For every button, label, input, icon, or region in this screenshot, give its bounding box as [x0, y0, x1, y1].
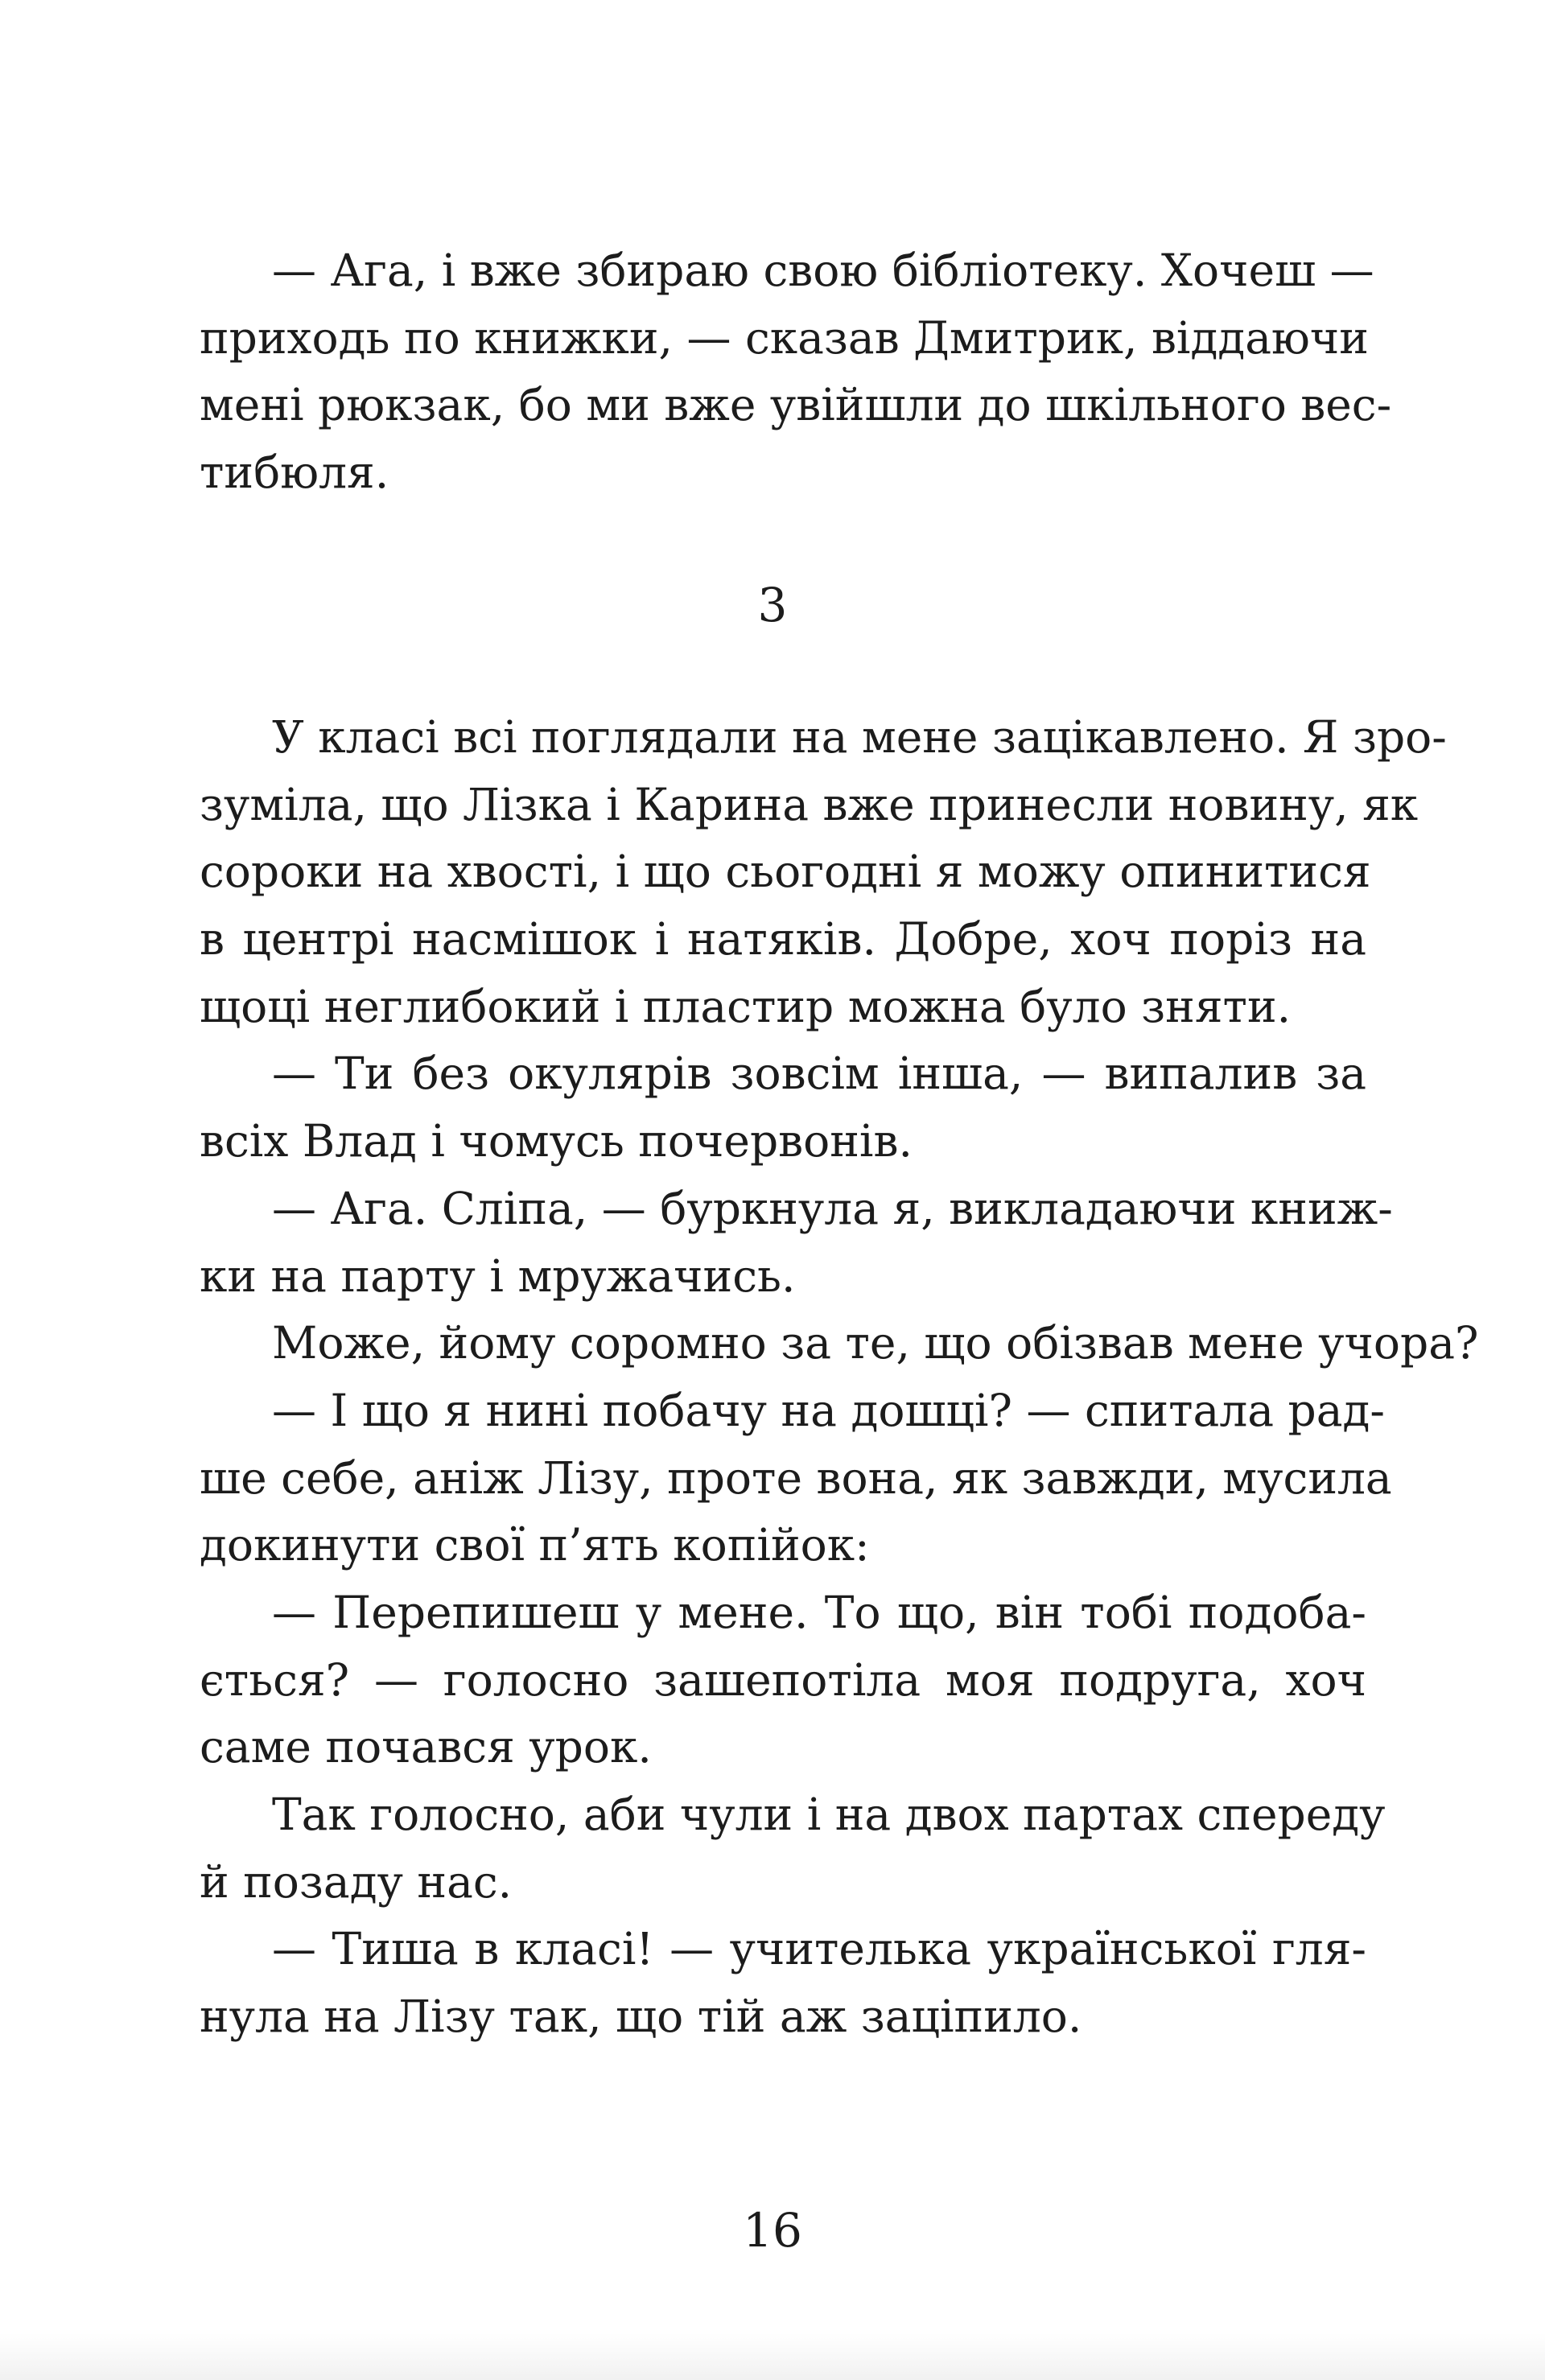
- text-line: ки на парту і мружачись.: [200, 1250, 796, 1302]
- chapter-number: 3: [757, 578, 788, 632]
- text-line: мені рюкзак, бо ми вже увійшли до шкільного вес-: [200, 379, 1392, 431]
- text-line: саме почався урок.: [200, 1721, 652, 1773]
- text-line: — Тиша в класі! — учителька української гля-: [272, 1923, 1366, 1975]
- text-line: приходь по книжки, — сказав Дмитрик, віддаючи: [200, 311, 1369, 364]
- text-line: в центрі насмішок і натяків. Добре, хоч поріз на: [200, 913, 1366, 966]
- text-line: — Ти без окулярів зовсім інша, — випалив за: [272, 1048, 1366, 1100]
- text-line: У класі всі поглядали на мене зацікавлено. Я зро-: [272, 711, 1447, 763]
- text-line: тибюля.: [200, 447, 389, 499]
- text-line: ше себе, аніж Лізу, проте вона, як завжди, мусила: [200, 1451, 1392, 1504]
- text-line: — Ага. Сліпа, — буркнула я, викладаючи книж-: [272, 1182, 1393, 1234]
- page-number: 16: [743, 2203, 802, 2258]
- text-line: й позаду нас.: [200, 1855, 513, 1908]
- text-line: зуміла, що Лізка і Карина вже принесли новину, як: [200, 778, 1419, 830]
- text-line: Може, йому соромно за те, що обізвав мене учора?: [272, 1317, 1479, 1369]
- text-line: Так голосно, аби чули і на двох партах спереду: [272, 1789, 1386, 1840]
- text-line: нула на Лізу так, що тій аж заціпило.: [200, 1991, 1082, 2043]
- text-line: — І що я нині побачу на дошці? — спитала рад-: [272, 1384, 1385, 1436]
- text-line: докинути свої п’ять копійок:: [200, 1519, 870, 1571]
- text-line: всіх Влад і чомусь почервонів.: [200, 1115, 913, 1167]
- text-line: щоці неглибокий і пластир можна було зняти.: [200, 980, 1292, 1032]
- text-line: ється? — голосно зашепотіла моя подруга, хоч: [200, 1653, 1366, 1706]
- intro-paragraph: [200, 237, 1392, 507]
- chapter-body: [200, 704, 1479, 2051]
- text-line: сороки на хвості, і що сьогодні я можу опинитися: [200, 846, 1371, 898]
- text-line: — Ага, і вже збираю свою бібліотеку. Хочеш —: [272, 245, 1374, 296]
- text-line: — Перепишеш у мене. То що, він тобі подоба-: [272, 1586, 1366, 1638]
